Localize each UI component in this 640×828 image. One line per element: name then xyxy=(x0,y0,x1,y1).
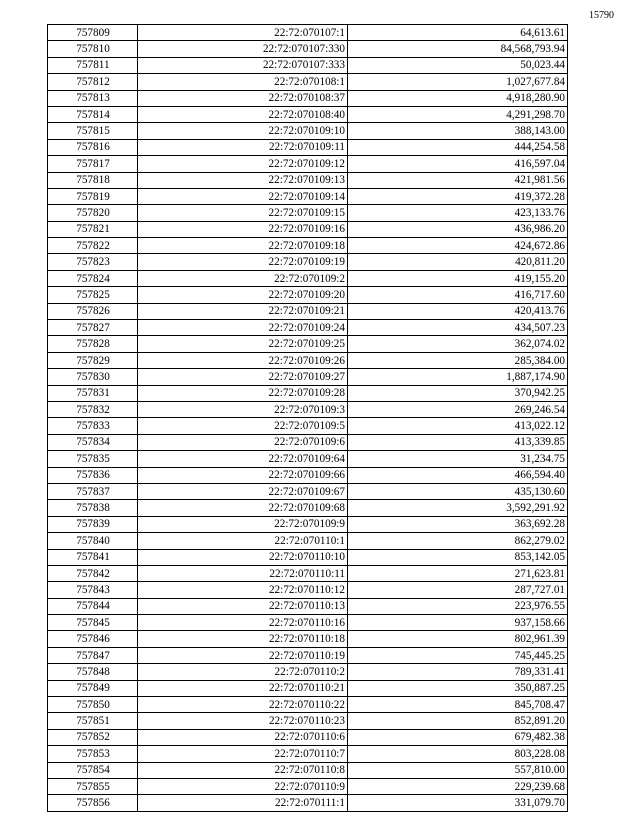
cadastral-number-cell: 22:72:070109:26 xyxy=(138,352,348,368)
table-row xyxy=(48,287,568,303)
row-id-cell: 757812 xyxy=(48,74,138,90)
row-id-cell: 757813 xyxy=(48,90,138,106)
amount-cell: 271,623.81 xyxy=(348,565,568,581)
amount-cell: 50,023.44 xyxy=(348,57,568,73)
cadastral-number-cell: 22:72:070109:64 xyxy=(138,451,348,467)
table-row xyxy=(48,57,568,73)
page-number: 15790 xyxy=(589,10,614,21)
amount-cell: 3,592,291.92 xyxy=(348,500,568,516)
cadastral-number-cell: 22:72:070109:68 xyxy=(138,500,348,516)
row-id-cell: 757826 xyxy=(48,303,138,319)
row-id-cell: 757842 xyxy=(48,565,138,581)
row-id-cell: 757832 xyxy=(48,401,138,417)
row-id-cell: 757840 xyxy=(48,533,138,549)
table-row xyxy=(48,451,568,467)
row-id-cell: 757830 xyxy=(48,369,138,385)
row-id-cell: 757853 xyxy=(48,746,138,762)
table-row xyxy=(48,320,568,336)
row-id-cell: 757822 xyxy=(48,238,138,254)
table-row xyxy=(48,533,568,549)
amount-cell: 420,413.76 xyxy=(348,303,568,319)
amount-cell: 269,246.54 xyxy=(348,401,568,417)
amount-cell: 420,811.20 xyxy=(348,254,568,270)
amount-cell: 421,981.56 xyxy=(348,172,568,188)
table-row xyxy=(48,270,568,286)
table-row xyxy=(48,106,568,122)
table-row xyxy=(48,90,568,106)
amount-cell: 413,339.85 xyxy=(348,434,568,450)
table-row xyxy=(48,418,568,434)
table-row xyxy=(48,565,568,581)
table-row xyxy=(48,434,568,450)
amount-cell: 745,445.25 xyxy=(348,647,568,663)
amount-cell: 370,942.25 xyxy=(348,385,568,401)
row-id-cell: 757856 xyxy=(48,795,138,811)
amount-cell: 434,507.23 xyxy=(348,320,568,336)
row-id-cell: 757847 xyxy=(48,647,138,663)
amount-cell: 331,079.70 xyxy=(348,795,568,811)
cadastral-number-cell: 22:72:070109:6 xyxy=(138,434,348,450)
cadastral-number-cell: 22:72:070110:19 xyxy=(138,647,348,663)
row-id-cell: 757843 xyxy=(48,582,138,598)
cadastral-number-cell: 22:72:070110:22 xyxy=(138,697,348,713)
table-row xyxy=(48,25,568,41)
table-row xyxy=(48,188,568,204)
amount-cell: 789,331.41 xyxy=(348,664,568,680)
row-id-cell: 757811 xyxy=(48,57,138,73)
row-id-cell: 757824 xyxy=(48,270,138,286)
cadastral-number-cell: 22:72:070107:333 xyxy=(138,57,348,73)
cadastral-number-cell: 22:72:070110:23 xyxy=(138,713,348,729)
table-row xyxy=(48,221,568,237)
table-row xyxy=(48,647,568,663)
table-row xyxy=(48,238,568,254)
amount-cell: 679,482.38 xyxy=(348,729,568,745)
amount-cell: 64,613.61 xyxy=(348,25,568,41)
cadastral-number-cell: 22:72:070109:5 xyxy=(138,418,348,434)
cadastral-number-cell: 22:72:070110:1 xyxy=(138,533,348,549)
data-table-body xyxy=(48,25,568,812)
row-id-cell: 757818 xyxy=(48,172,138,188)
cadastral-number-cell: 22:72:070109:67 xyxy=(138,483,348,499)
row-id-cell: 757841 xyxy=(48,549,138,565)
table-row xyxy=(48,680,568,696)
row-id-cell: 757820 xyxy=(48,205,138,221)
cadastral-number-cell: 22:72:070107:1 xyxy=(138,25,348,41)
row-id-cell: 757848 xyxy=(48,664,138,680)
cadastral-number-cell: 22:72:070110:18 xyxy=(138,631,348,647)
row-id-cell: 757828 xyxy=(48,336,138,352)
amount-cell: 285,384.00 xyxy=(348,352,568,368)
cadastral-number-cell: 22:72:070111:1 xyxy=(138,795,348,811)
cadastral-number-cell: 22:72:070110:16 xyxy=(138,615,348,631)
amount-cell: 803,228.08 xyxy=(348,746,568,762)
cadastral-number-cell: 22:72:070110:11 xyxy=(138,565,348,581)
amount-cell: 419,372.28 xyxy=(348,188,568,204)
amount-cell: 416,717.60 xyxy=(348,287,568,303)
cadastral-number-cell: 22:72:070110:7 xyxy=(138,746,348,762)
cadastral-number-cell: 22:72:070109:24 xyxy=(138,320,348,336)
table-row xyxy=(48,123,568,139)
amount-cell: 287,727.01 xyxy=(348,582,568,598)
table-row xyxy=(48,746,568,762)
amount-cell: 436,986.20 xyxy=(348,221,568,237)
cadastral-number-cell: 22:72:070109:3 xyxy=(138,401,348,417)
cadastral-number-cell: 22:72:070110:9 xyxy=(138,778,348,794)
cadastral-number-cell: 22:72:070109:28 xyxy=(138,385,348,401)
cadastral-number-cell: 22:72:070109:20 xyxy=(138,287,348,303)
amount-cell: 350,887.25 xyxy=(348,680,568,696)
table-row xyxy=(48,41,568,57)
row-id-cell: 757823 xyxy=(48,254,138,270)
cadastral-number-cell: 22:72:070109:66 xyxy=(138,467,348,483)
cadastral-number-cell: 22:72:070110:21 xyxy=(138,680,348,696)
cadastral-number-cell: 22:72:070109:21 xyxy=(138,303,348,319)
amount-cell: 362,074.02 xyxy=(348,336,568,352)
row-id-cell: 757837 xyxy=(48,483,138,499)
table-row xyxy=(48,615,568,631)
cadastral-number-cell: 22:72:070110:2 xyxy=(138,664,348,680)
cadastral-number-cell: 22:72:070109:11 xyxy=(138,139,348,155)
table-row xyxy=(48,631,568,647)
amount-cell: 802,961.39 xyxy=(348,631,568,647)
row-id-cell: 757829 xyxy=(48,352,138,368)
amount-cell: 31,234.75 xyxy=(348,451,568,467)
cadastral-number-cell: 22:72:070109:18 xyxy=(138,238,348,254)
row-id-cell: 757835 xyxy=(48,451,138,467)
cadastral-number-cell: 22:72:070109:16 xyxy=(138,221,348,237)
amount-cell: 852,891.20 xyxy=(348,713,568,729)
cadastral-number-cell: 22:72:070109:13 xyxy=(138,172,348,188)
cadastral-number-cell: 22:72:070110:6 xyxy=(138,729,348,745)
amount-cell: 853,142.05 xyxy=(348,549,568,565)
amount-cell: 4,918,280.90 xyxy=(348,90,568,106)
cadastral-number-cell: 22:72:070108:37 xyxy=(138,90,348,106)
amount-cell: 1,027,677.84 xyxy=(348,74,568,90)
amount-cell: 419,155.20 xyxy=(348,270,568,286)
row-id-cell: 757816 xyxy=(48,139,138,155)
cadastral-number-cell: 22:72:070109:14 xyxy=(138,188,348,204)
amount-cell: 4,291,298.70 xyxy=(348,106,568,122)
data-table xyxy=(47,24,568,812)
row-id-cell: 757854 xyxy=(48,762,138,778)
row-id-cell: 757825 xyxy=(48,287,138,303)
row-id-cell: 757809 xyxy=(48,25,138,41)
row-id-cell: 757834 xyxy=(48,434,138,450)
table-row xyxy=(48,483,568,499)
cadastral-number-cell: 22:72:070109:2 xyxy=(138,270,348,286)
table-row xyxy=(48,139,568,155)
table-row xyxy=(48,401,568,417)
row-id-cell: 757815 xyxy=(48,123,138,139)
cadastral-number-cell: 22:72:070109:9 xyxy=(138,516,348,532)
row-id-cell: 757833 xyxy=(48,418,138,434)
amount-cell: 84,568,793.94 xyxy=(348,41,568,57)
row-id-cell: 757851 xyxy=(48,713,138,729)
table-row xyxy=(48,303,568,319)
cadastral-number-cell: 22:72:070109:27 xyxy=(138,369,348,385)
row-id-cell: 757839 xyxy=(48,516,138,532)
row-id-cell: 757845 xyxy=(48,615,138,631)
amount-cell: 423,133.76 xyxy=(348,205,568,221)
amount-cell: 435,130.60 xyxy=(348,483,568,499)
table-row xyxy=(48,352,568,368)
table-row xyxy=(48,205,568,221)
row-id-cell: 757810 xyxy=(48,41,138,57)
amount-cell: 862,279.02 xyxy=(348,533,568,549)
cadastral-number-cell: 22:72:070109:15 xyxy=(138,205,348,221)
cadastral-number-cell: 22:72:070109:12 xyxy=(138,156,348,172)
table-row xyxy=(48,549,568,565)
data-table-container xyxy=(47,24,567,812)
cadastral-number-cell: 22:72:070109:19 xyxy=(138,254,348,270)
cadastral-number-cell: 22:72:070110:13 xyxy=(138,598,348,614)
row-id-cell: 757855 xyxy=(48,778,138,794)
row-id-cell: 757827 xyxy=(48,320,138,336)
cadastral-number-cell: 22:72:070108:1 xyxy=(138,74,348,90)
cadastral-number-cell: 22:72:070110:12 xyxy=(138,582,348,598)
amount-cell: 444,254.58 xyxy=(348,139,568,155)
row-id-cell: 757821 xyxy=(48,221,138,237)
table-row xyxy=(48,778,568,794)
amount-cell: 413,022.12 xyxy=(348,418,568,434)
table-row xyxy=(48,172,568,188)
table-row xyxy=(48,516,568,532)
row-id-cell: 757850 xyxy=(48,697,138,713)
amount-cell: 424,672.86 xyxy=(348,238,568,254)
table-row xyxy=(48,467,568,483)
table-row xyxy=(48,582,568,598)
row-id-cell: 757838 xyxy=(48,500,138,516)
amount-cell: 229,239.68 xyxy=(348,778,568,794)
table-row xyxy=(48,598,568,614)
row-id-cell: 757836 xyxy=(48,467,138,483)
row-id-cell: 757844 xyxy=(48,598,138,614)
table-row xyxy=(48,713,568,729)
cadastral-number-cell: 22:72:070107:330 xyxy=(138,41,348,57)
table-row xyxy=(48,385,568,401)
amount-cell: 937,158.66 xyxy=(348,615,568,631)
table-row xyxy=(48,500,568,516)
row-id-cell: 757846 xyxy=(48,631,138,647)
table-row xyxy=(48,762,568,778)
table-row xyxy=(48,697,568,713)
amount-cell: 223,976.55 xyxy=(348,598,568,614)
table-row xyxy=(48,254,568,270)
row-id-cell: 757814 xyxy=(48,106,138,122)
cadastral-number-cell: 22:72:070109:10 xyxy=(138,123,348,139)
amount-cell: 557,810.00 xyxy=(348,762,568,778)
table-row xyxy=(48,664,568,680)
amount-cell: 416,597.04 xyxy=(348,156,568,172)
cadastral-number-cell: 22:72:070110:8 xyxy=(138,762,348,778)
amount-cell: 363,692.28 xyxy=(348,516,568,532)
row-id-cell: 757849 xyxy=(48,680,138,696)
amount-cell: 388,143.00 xyxy=(348,123,568,139)
amount-cell: 466,594.40 xyxy=(348,467,568,483)
row-id-cell: 757831 xyxy=(48,385,138,401)
table-row xyxy=(48,336,568,352)
amount-cell: 1,887,174.90 xyxy=(348,369,568,385)
amount-cell: 845,708.47 xyxy=(348,697,568,713)
cadastral-number-cell: 22:72:070110:10 xyxy=(138,549,348,565)
cadastral-number-cell: 22:72:070108:40 xyxy=(138,106,348,122)
table-row xyxy=(48,729,568,745)
row-id-cell: 757817 xyxy=(48,156,138,172)
table-row xyxy=(48,369,568,385)
row-id-cell: 757819 xyxy=(48,188,138,204)
table-row xyxy=(48,74,568,90)
table-row xyxy=(48,156,568,172)
cadastral-number-cell: 22:72:070109:25 xyxy=(138,336,348,352)
table-row xyxy=(48,795,568,811)
row-id-cell: 757852 xyxy=(48,729,138,745)
